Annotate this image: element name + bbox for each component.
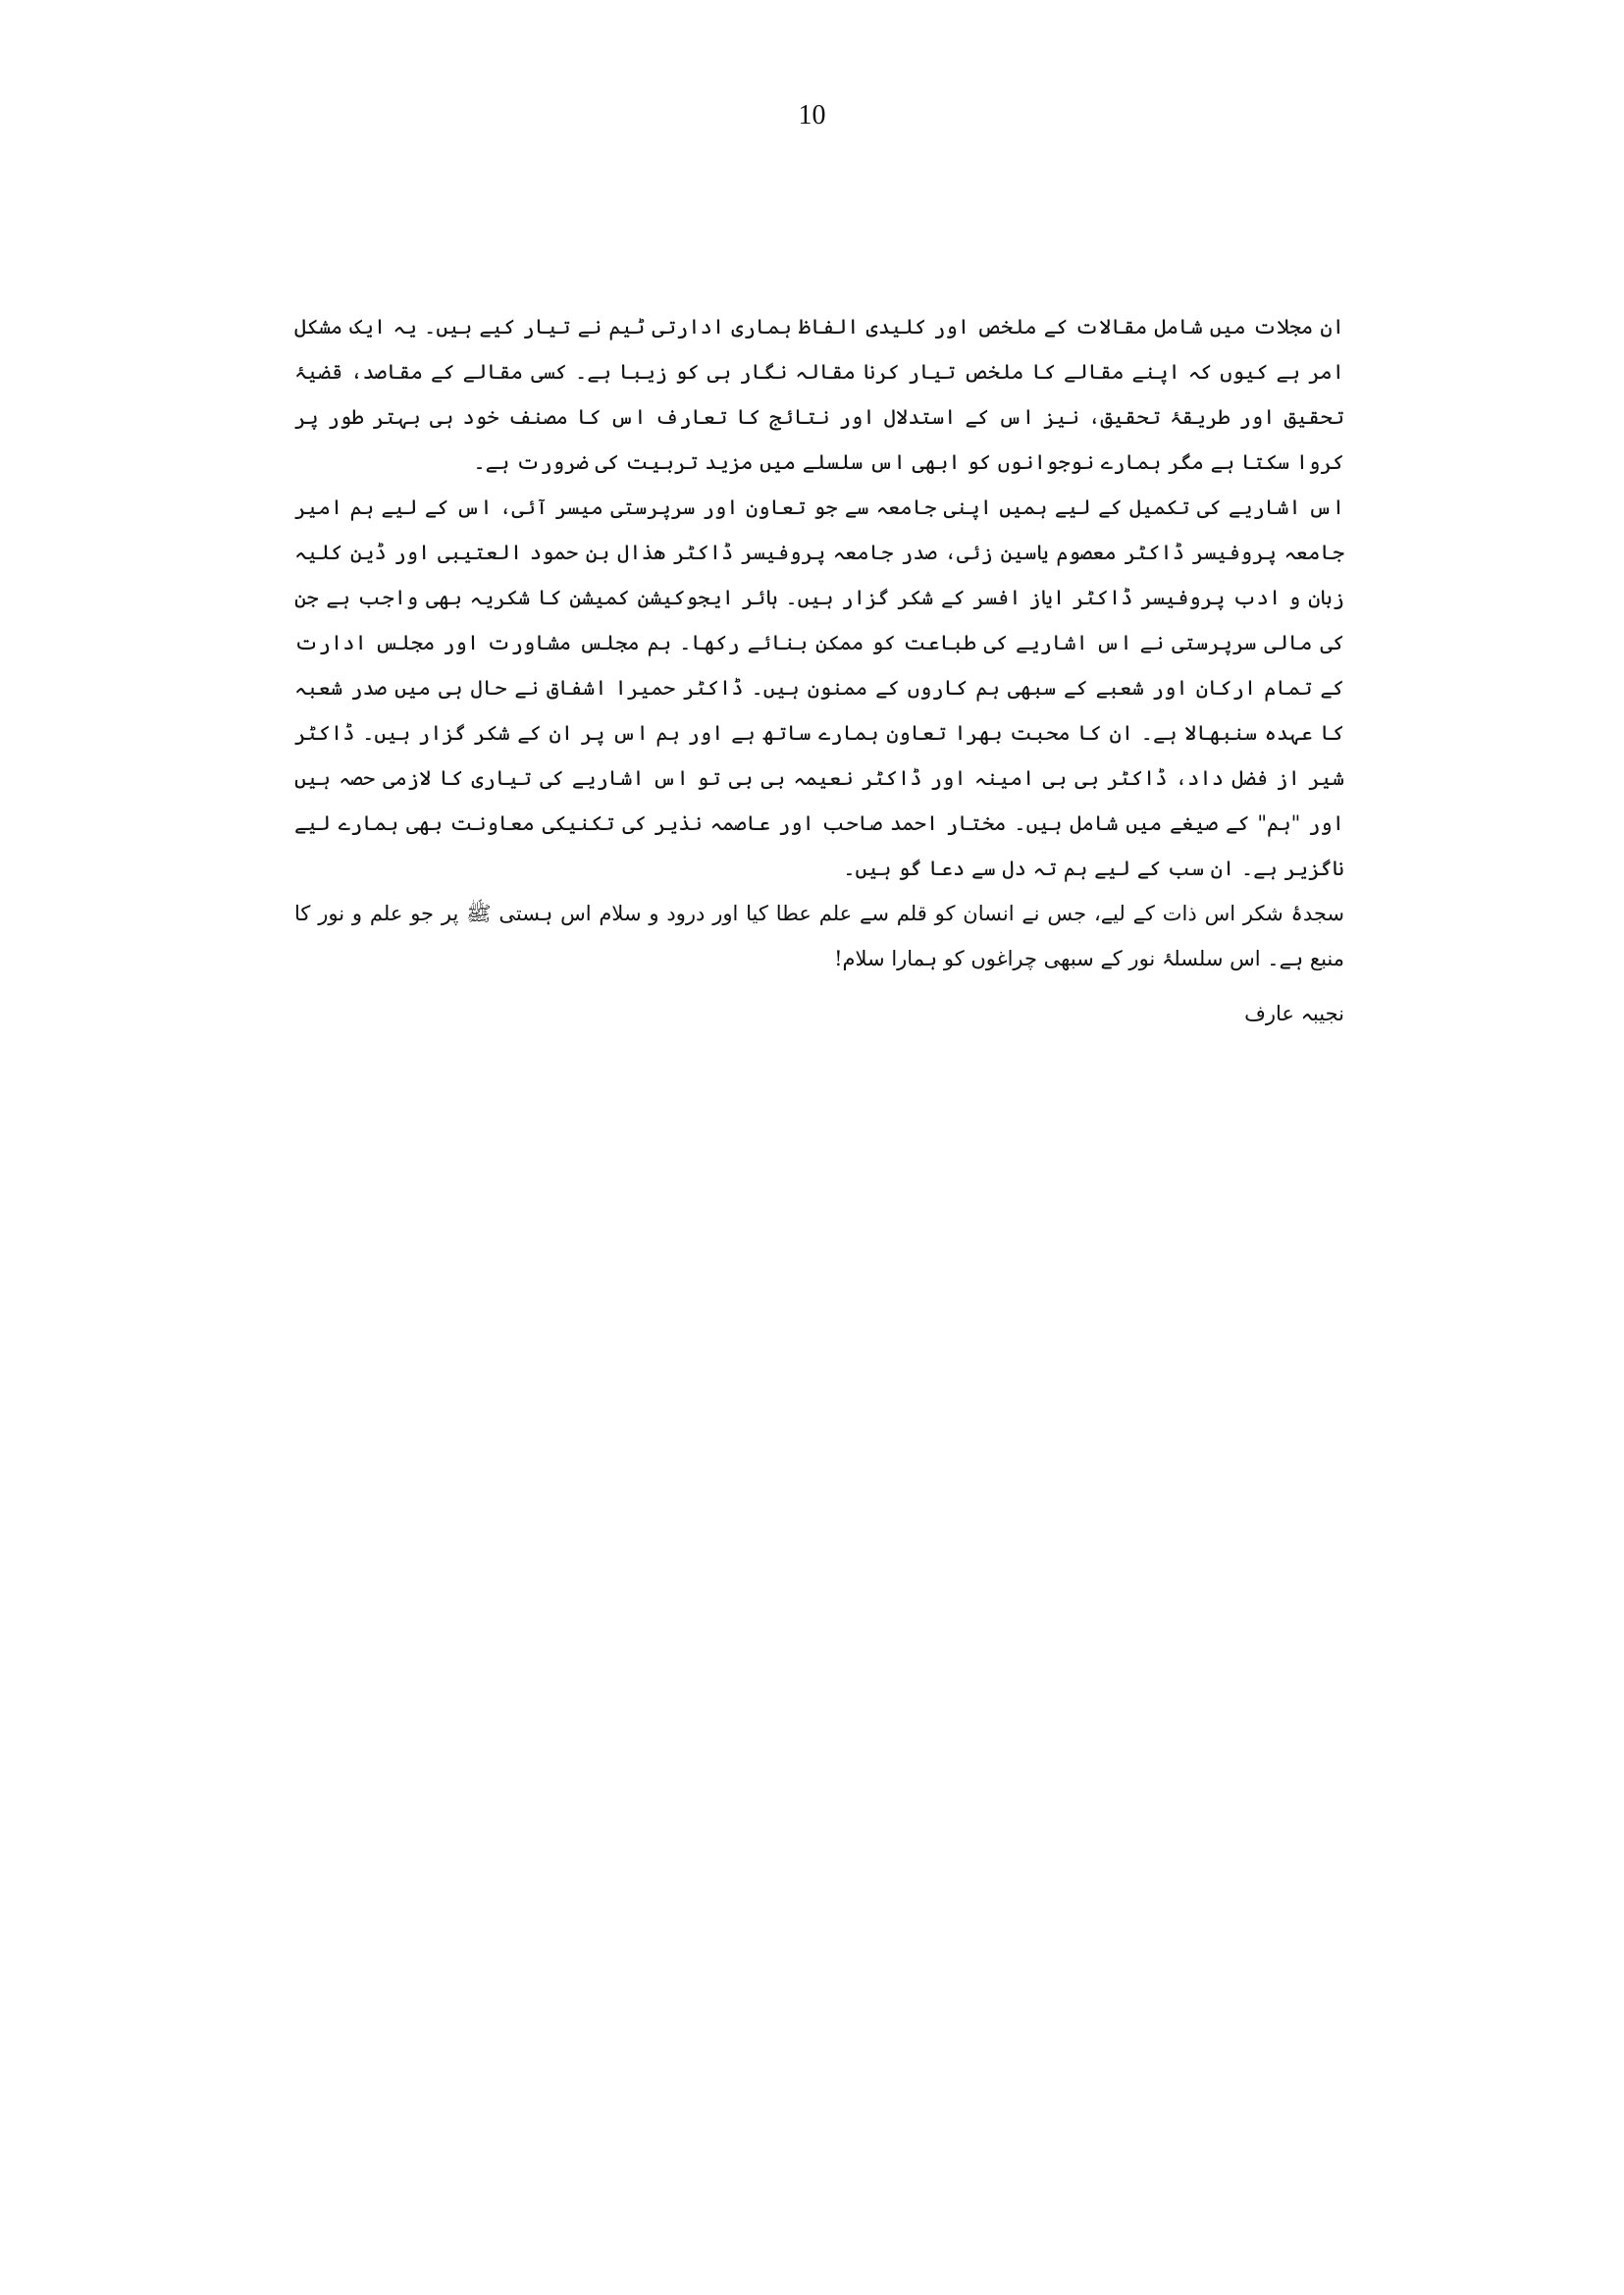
- page-number: 10: [798, 100, 826, 130]
- paragraph-abstracts-note: ان مجلات میں شامل مقالات کے ملخص اور کلیدی الفاظ ہماری ادارتی ٹیم نے تیار کیے ہیں۔ یہ ایک مشکل امر ہے کیوں کہ اپنے مقالے کا ملخص تیار کرنا مقالہ نگار ہی کو زیبا ہے۔ کسی مقالے کے مقاصد، قضیۂ تحقیق اور طریقۂ تحقیق، نیز اس کے استدلال اور نتائج کا تعارف اس کا مصنف خود ہی بہتر طور پر کروا سکتا ہے مگر ہمارے نوجوانوں کو ابھی اس سلسلے میں مزید تربیت کی ضرورت ہے۔: [294, 315, 1344, 474]
- document-body: [294, 304, 1344, 1036]
- paragraph-acknowledgements: اس اشاریے کی تکمیل کے لیے ہمیں اپنی جامعہ سے جو تعاون اور سرپرستی میسر آئی، اس کے لیے ہم امیر جامعہ پروفیسر ڈاکٹر معصوم یاسین زئی، صدر جامعہ پروفیسر ڈاکٹر ھذال بن حمود العتیبی اور ڈین کلیہ زبان و ادب پروفیسر ڈاکٹر ایاز افسر کے شکر گزار ہیں۔ ہائر ایجوکیشن کمیشن کا شکریہ بھی واجب ہے جن کی مالی سرپرستی نے اس اشاریے کی طباعت کو ممکن بنائے رکھا۔ ہم مجلس مشاورت اور مجلس ادارت کے تمام ارکان اور شعبے کے سبھی ہم کاروں کے ممنون ہیں۔ ڈاکٹر حمیرا اشفاق نے حال ہی میں صدر شعبہ کا عہدہ سنبھالا ہے۔ ان کا محبت بھرا تعاون ہمارے ساتھ ہے اور ہم اس پر ان کے شکر گزار ہیں۔ ڈاکٹر شیر از فضل داد، ڈاکٹر بی بی امینہ اور ڈاکٹر نعیمہ بی بی تو اس اشاریے کی تیاری کا لازمی حصہ ہیں اور "ہم" کے صیغے میں شامل ہیں۔ مختار احمد صاحب اور عاصمہ نذیر کی تکنیکی معاونت بھی ہمارے لیے ناگزیر ہے۔ ان سب کے لیے ہم تہ دل سے دعا گو ہیں۔: [294, 496, 1344, 880]
- author-signature: نجیبہ عارف: [1244, 1002, 1344, 1025]
- paragraph-closing-prayer: سجدۂ شکر اس ذات کے لیے، جس نے انسان کو قلم سے علم عطا کیا اور درود و سلام اس ہستی ﷺ پر جو علم و نور کا منبع ہے۔ اس سلسلۂ نور کے سبھی چراغوں کو ہمارا سلام!: [294, 902, 1344, 970]
